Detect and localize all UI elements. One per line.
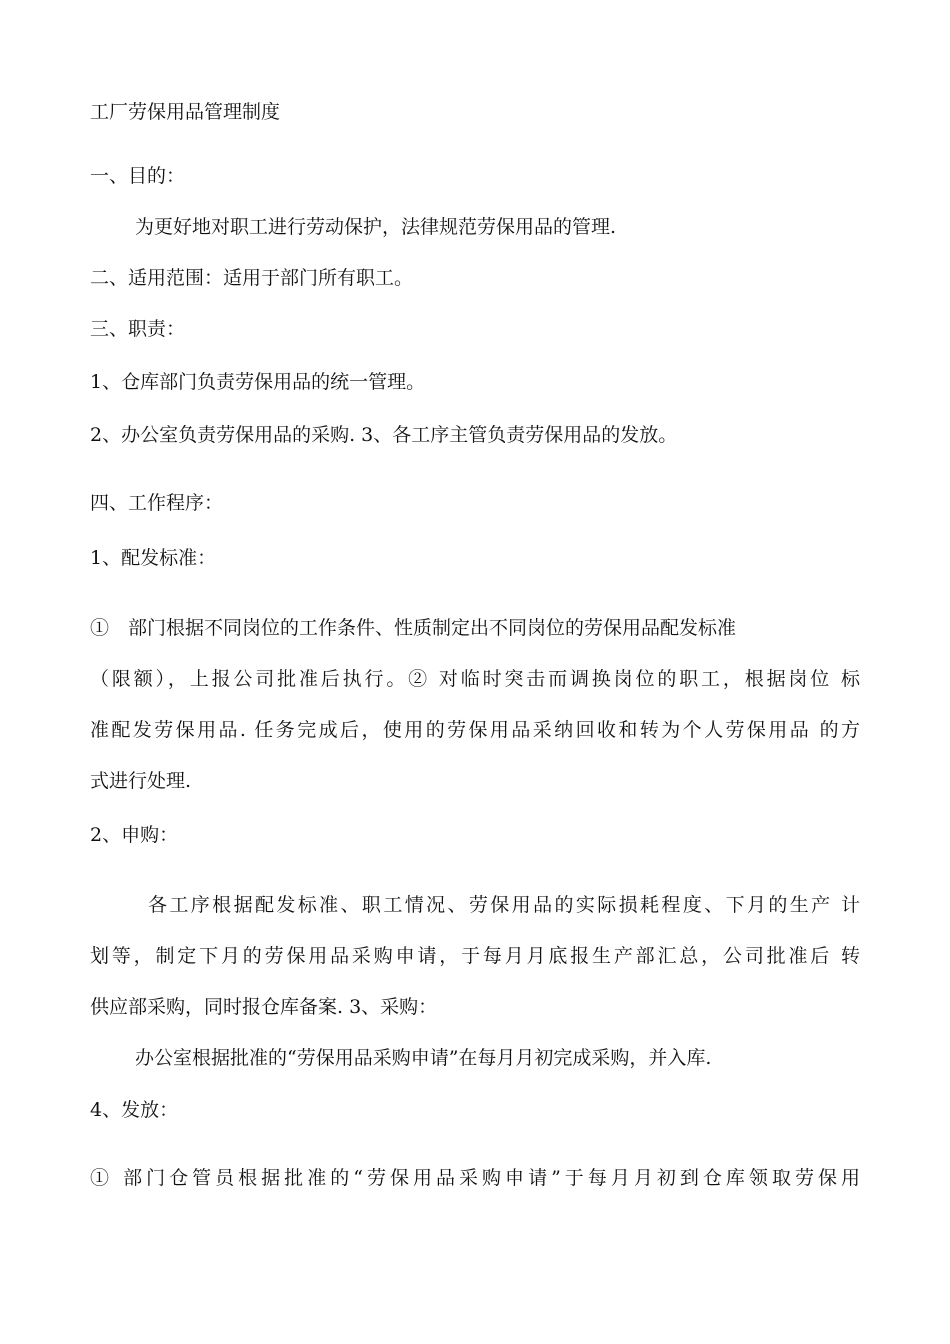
subheading-distribution: 4、发放：	[90, 1099, 179, 1121]
paragraph-allocation-line-2: （限额），上报公司批准后执行。② 对临时突击而调换岗位的职工，根据岗位 标	[90, 668, 860, 690]
paragraph-distribution-line-1: ① 部门仓管员根据批准的“劳保用品采购申请”于每月月初到仓库领取劳保用	[90, 1167, 860, 1189]
section-heading-purpose: 一、目的：	[90, 165, 186, 187]
section-heading-scope: 二、适用范围：适用于部门所有职工。	[90, 267, 414, 289]
subheading-allocation: 1、配发标准：	[90, 547, 217, 569]
document-title: 工厂劳保用品管理制度	[90, 101, 281, 123]
paragraph-purpose: 为更好地对职工进行劳动保护，法律规范劳保用品的管理.	[135, 216, 617, 238]
paragraph-allocation-line-4: 式进行处理.	[90, 770, 192, 792]
duty-item-2: 2、办公室负责劳保用品的采购. 3、各工序主管负责劳保用品的发放。	[90, 424, 678, 446]
paragraph-request-line-2: 划等，制定下月的劳保用品采购申请，于每月月底报生产部汇总，公司批准后 转	[90, 945, 860, 967]
paragraph-purchase: 办公室根据批准的“劳保用品采购申请”在每月月初完成采购，并入库.	[135, 1047, 712, 1069]
duty-item-1: 1、仓库部门负责劳保用品的统一管理。	[90, 371, 426, 393]
subheading-purchase-request: 2、申购：	[90, 824, 179, 846]
paragraph-request-line-3: 供应部采购，同时报仓库备案. 3、采购：	[90, 996, 438, 1018]
paragraph-request-line-1: 各工序根据配发标准、职工情况、劳保用品的实际损耗程度、下月的生产 计	[148, 894, 860, 916]
paragraph-allocation-line-1: ① 部门根据不同岗位的工作条件、性质制定出不同岗位的劳保用品配发标准	[90, 617, 737, 639]
section-heading-duties: 三、职责：	[90, 318, 186, 340]
paragraph-allocation-line-3: 准配发劳保用品. 任务完成后，使用的劳保用品采纳回收和转为个人劳保用品 的方	[90, 719, 860, 741]
section-heading-procedure: 四、工作程序：	[90, 492, 224, 514]
